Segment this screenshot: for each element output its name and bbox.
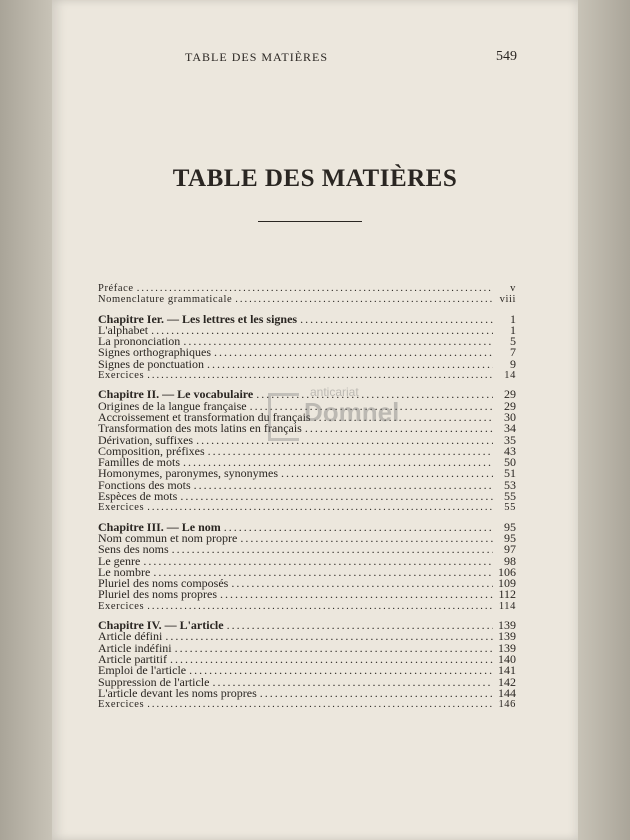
- toc-entry: [98, 283, 516, 294]
- toc-leader-dots: [224, 522, 493, 533]
- toc-entry: [98, 491, 516, 502]
- toc-entry-label: L'alphabet: [98, 322, 149, 337]
- toc-leader-dots: [137, 283, 493, 294]
- toc-leader-dots: [220, 589, 493, 600]
- toc-entry-page: 14: [504, 370, 516, 382]
- toc-entry-page: 97: [504, 542, 516, 557]
- toc-entry-page: 30: [504, 409, 516, 424]
- toc-entry-page: 140: [498, 651, 516, 666]
- toc-entry-page: 139: [498, 618, 516, 633]
- toc-entry-label: Origines de la langue française: [98, 398, 247, 413]
- toc-leader-dots: [240, 533, 493, 544]
- toc-entry-label: Transformation des mots latins en français: [98, 421, 302, 436]
- toc-leader-dots: [260, 688, 493, 699]
- toc-entry-page: 55: [504, 502, 516, 514]
- toc-leader-dots: [143, 556, 493, 567]
- toc-entry-label: Espèces de mots: [98, 489, 178, 504]
- toc-entry-label: Accroissement et transformation du français: [98, 409, 311, 424]
- toc-entry: [98, 370, 516, 381]
- toc-leader-dots: [172, 544, 493, 555]
- toc-entry-page: 142: [498, 674, 516, 689]
- toc-entry-label: Signes de ponctuation: [98, 356, 204, 371]
- toc-leader-dots: [170, 654, 493, 665]
- toc-entry-label: Exercices: [98, 502, 145, 514]
- toc-entry-page: 43: [504, 443, 516, 458]
- toc-entry-page: 98: [504, 553, 516, 568]
- toc-leader-dots: [300, 314, 493, 325]
- toc-entry-page: 109: [498, 576, 516, 591]
- toc-entry-label: Le genre: [98, 553, 141, 568]
- page-title: TABLE DES MATIÈRES: [172, 165, 458, 192]
- toc-entry-page: v: [510, 283, 516, 294]
- toc-leader-dots: [314, 412, 493, 423]
- toc-leader-dots: [281, 468, 493, 479]
- toc-entry-page: 29: [504, 398, 516, 413]
- toc-entry: [98, 502, 516, 513]
- toc-entry-label: Article défini: [98, 629, 163, 644]
- toc-leader-dots: [165, 631, 493, 642]
- toc-entry-page: 95: [504, 519, 516, 534]
- toc-entry-label: Familles de mots: [98, 455, 180, 470]
- toc-entry-label: Pluriel des noms propres: [98, 587, 217, 602]
- toc-entry-label: Homonymes, paronymes, synonymes: [98, 466, 278, 481]
- toc-entry-label: Nomenclature grammaticale: [98, 294, 233, 306]
- toc-leader-dots: [207, 359, 493, 370]
- toc-entry: [98, 601, 516, 612]
- toc-entry-label: Pluriel des noms composés: [98, 576, 229, 591]
- toc-entry-page: viii: [499, 294, 516, 306]
- toc-leader-dots: [256, 389, 493, 400]
- toc-leader-dots: [180, 491, 493, 502]
- toc-entry: [98, 685, 516, 700]
- toc-entry-page: 106: [498, 564, 516, 579]
- toc-leader-dots: [235, 294, 493, 305]
- toc-leader-dots: [175, 643, 493, 654]
- toc-leader-dots: [189, 665, 493, 676]
- toc-entry-label: Exercices: [98, 699, 145, 711]
- toc-entry-page: 146: [498, 699, 516, 711]
- toc-entry-label: Composition, préfixes: [98, 443, 205, 458]
- toc-entry-label: Le nombre: [98, 564, 151, 579]
- toc-entry-page: 95: [504, 530, 516, 545]
- toc-leader-dots: [214, 347, 493, 358]
- toc-entry: [98, 544, 516, 555]
- left-page-edge: [0, 0, 52, 840]
- toc-leader-dots: [196, 435, 493, 446]
- toc-entry-label: Suppression de l'article: [98, 674, 210, 689]
- title-divider: [258, 221, 362, 222]
- toc-entry-page: 55: [504, 489, 516, 504]
- toc-entry-page: 141: [498, 663, 516, 678]
- toc-entry-label: Chapitre IV. — L'article: [98, 618, 224, 633]
- toc-entry-label: Chapitre II. — Le vocabulaire: [98, 387, 254, 402]
- toc-leader-dots: [151, 325, 493, 336]
- toc-entry-page: 1: [510, 322, 516, 337]
- watermark-main-text: Domnel: [304, 397, 400, 427]
- toc-leader-dots: [147, 502, 493, 513]
- toc-entry-label: Signes orthographiques: [98, 345, 211, 360]
- toc-leader-dots: [147, 370, 493, 381]
- toc-entry-label: Fonctions des mots: [98, 477, 191, 492]
- toc-entry-page: 9: [510, 356, 516, 371]
- toc-entry-page: 1: [510, 311, 516, 326]
- toc-entry: [98, 589, 516, 600]
- toc-entry-label: Dérivation, suffixes: [98, 432, 194, 447]
- toc-leader-dots: [147, 699, 493, 710]
- toc-chapter-heading: [98, 311, 516, 326]
- table-of-contents: [98, 283, 516, 710]
- toc-entry-label: Chapitre III. — Le nom: [98, 519, 221, 534]
- toc-entry-label: La prononciation: [98, 334, 181, 349]
- toc-leader-dots: [183, 336, 493, 347]
- toc-entry-label: L'article devant les noms propres: [98, 685, 257, 700]
- toc-entry-label: Préface: [98, 283, 134, 294]
- toc-leader-dots: [231, 578, 493, 589]
- toc-entry-label: Exercices: [98, 600, 145, 612]
- toc-entry-label: Article partitif: [98, 651, 167, 666]
- toc-entry-page: 7: [510, 345, 516, 360]
- toc-entry-label: Sens des noms: [98, 542, 169, 557]
- toc-entry-page: 50: [504, 455, 516, 470]
- toc-entry-page: 35: [504, 432, 516, 447]
- toc-leader-dots: [194, 480, 493, 491]
- toc-entry: [98, 356, 516, 371]
- toc-entry-page: 144: [498, 685, 516, 700]
- toc-leader-dots: [227, 620, 493, 631]
- toc-entry-label: Emploi de l'article: [98, 663, 187, 678]
- toc-entry: [98, 553, 516, 568]
- toc-entry-page: 139: [498, 629, 516, 644]
- page-number: 549: [496, 49, 517, 64]
- toc-entry-page: 139: [498, 640, 516, 655]
- toc-entry-page: 112: [498, 587, 516, 602]
- toc-entry-label: Chapitre Ier. — Les lettres et les signes: [98, 311, 298, 326]
- toc-entry-page: 114: [498, 600, 516, 612]
- toc-entry-page: 34: [504, 421, 516, 436]
- running-head: TABLE DES MATIÈRES: [185, 50, 329, 64]
- toc-entry-label: Exercices: [98, 370, 145, 382]
- toc-entry-page: 51: [504, 466, 516, 481]
- toc-entry-label: Nom commun et nom propre: [98, 530, 238, 545]
- right-page-edge: [578, 0, 630, 840]
- toc-entry-page: 53: [504, 477, 516, 492]
- toc-entry-page: 29: [504, 387, 516, 402]
- toc-leader-dots: [208, 446, 493, 457]
- toc-entry-page: 5: [510, 334, 516, 349]
- toc-leader-dots: [305, 423, 493, 434]
- watermark-small-text: anticariat: [310, 385, 359, 399]
- toc-leader-dots: [147, 601, 493, 612]
- toc-entry: [98, 294, 516, 305]
- toc-entry-label: Article indéfini: [98, 640, 172, 655]
- toc-entry: [98, 699, 516, 710]
